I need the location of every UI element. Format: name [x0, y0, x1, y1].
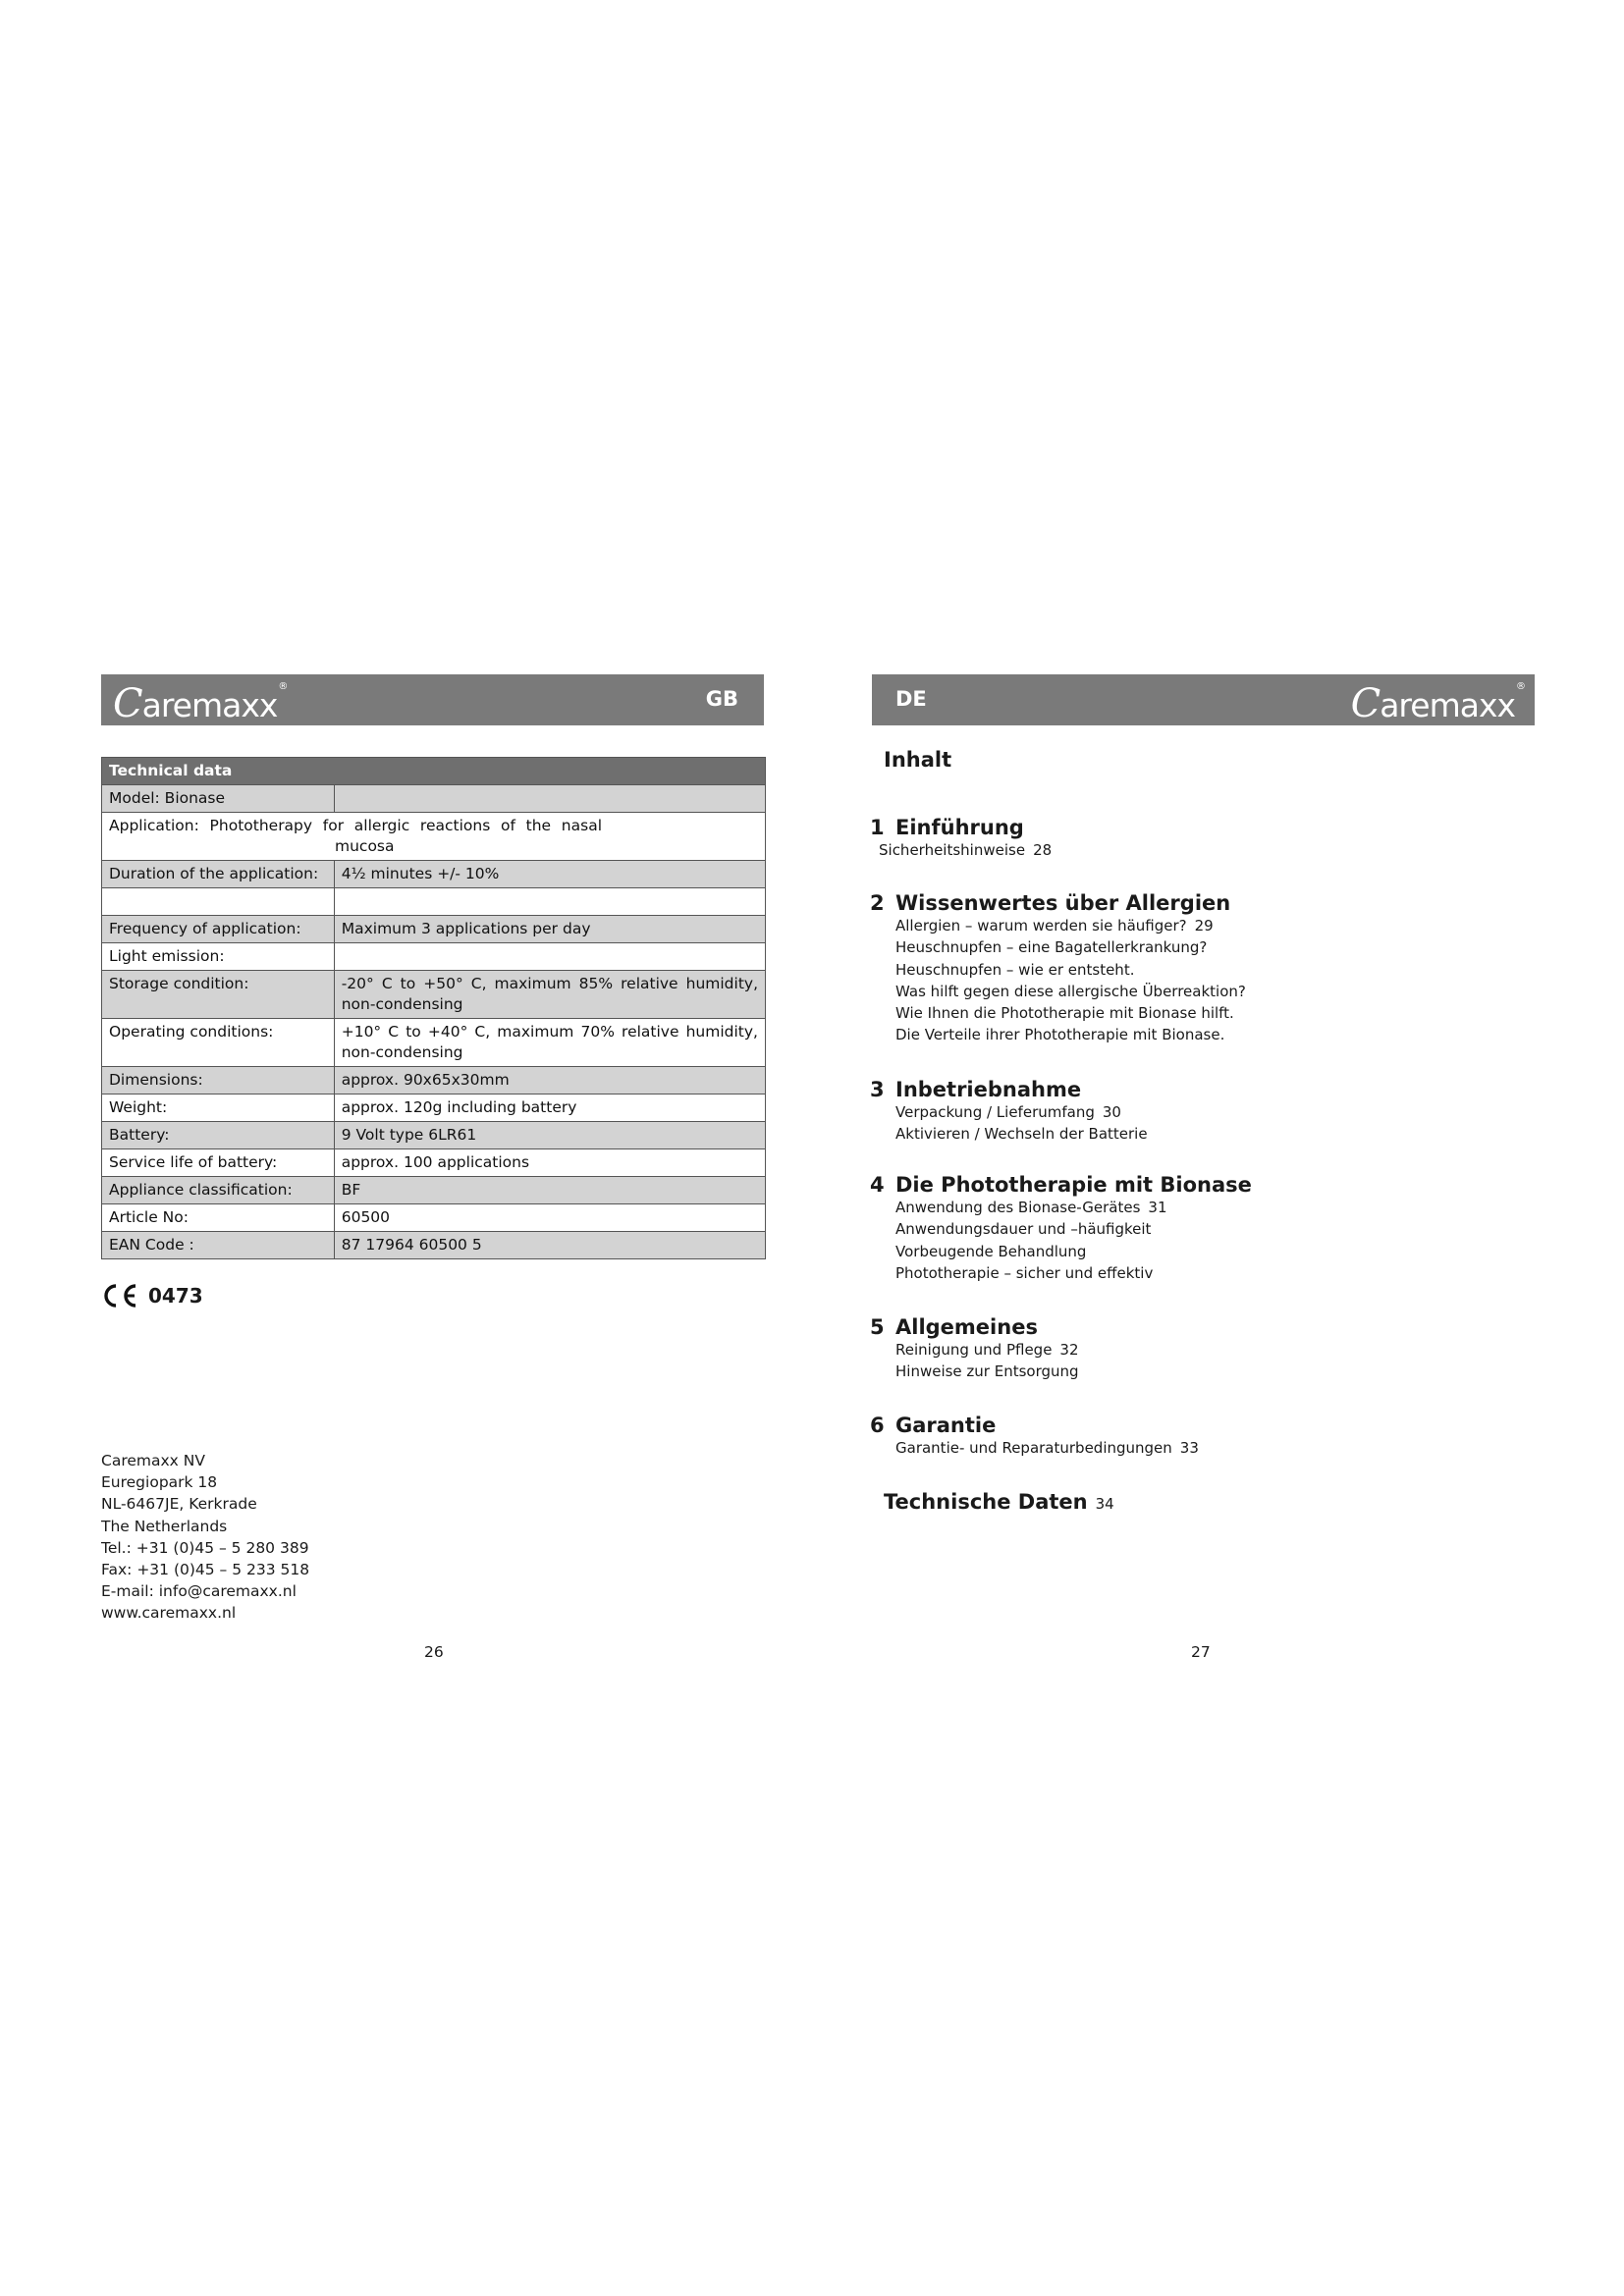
toc-items: [895, 915, 1246, 1046]
toc-item: Vorbeugende Behandlung: [895, 1242, 1087, 1260]
language-code: GB: [705, 687, 738, 711]
toc-item: Allergien – warum werden sie häufiger? 29: [895, 917, 1214, 934]
table-row: [102, 888, 766, 916]
table-row: Light emission:: [102, 943, 766, 971]
toc-item: Reinigung und Pflege 32: [895, 1341, 1079, 1359]
toc-heading: 6 Garantie: [870, 1414, 997, 1437]
technical-data-table: [101, 757, 766, 1259]
table-row: Storage condition: -20° C to +50° C, maximum 85% relative humidity, non-condensing: [102, 971, 766, 1019]
table-row: Application: Phototherapy for allergic reactions of the nasal mucosa: [102, 813, 766, 861]
table-row: Weight: approx. 120g including battery: [102, 1095, 766, 1122]
table-row: Model: Bionase: [102, 785, 766, 813]
caremaxx-logo: Caremaxx®: [1350, 681, 1525, 726]
toc-item: Heuschnupfen – wie er entsteht.: [895, 960, 1135, 979]
table-row: Service life of battery: approx. 100 applications: [102, 1149, 766, 1177]
ce-logo-icon: [99, 1283, 138, 1308]
company-address: Caremaxx NV Euregiopark 18 NL-6467JE, Kerkrade The Netherlands Tel.: +31 (0)45 – 5 280 389 Fax: +31 (0)45 – 5 233 518 E-mail: info@caremaxx.nl www.caremaxx.nl: [101, 1452, 310, 1623]
ce-number: 0473: [148, 1284, 203, 1308]
toc-section-3: [870, 1078, 1148, 1146]
toc-technical-data: Technische Daten 34: [884, 1490, 1114, 1514]
right-page: [812, 0, 1624, 2296]
toc-item: Anwendungsdauer und –häufigkeit: [895, 1220, 1152, 1239]
toc-item: Phototherapie – sicher und effektiv: [895, 1263, 1154, 1282]
table-row: Dimensions: approx. 90x65x30mm: [102, 1067, 766, 1095]
toc-item: Sicherheitshinweise 28: [879, 841, 1053, 859]
toc-section-5: [870, 1315, 1079, 1383]
toc-item: Verpackung / Lieferumfang 30: [895, 1103, 1121, 1121]
toc-heading: 5 Allgemeines: [870, 1315, 1038, 1339]
toc-items: [895, 1197, 1252, 1284]
table-row: Article No: 60500: [102, 1204, 766, 1232]
toc-heading: 1 Einführung: [870, 816, 1024, 839]
toc-item: Wie Ihnen die Phototherapie mit Bionase hilft.: [895, 1004, 1234, 1023]
table-row: EAN Code : 87 17964 60500 5: [102, 1232, 766, 1259]
toc-section-2: [870, 891, 1246, 1046]
toc-item: Was hilft gegen diese allergische Überreaktion?: [895, 982, 1246, 1000]
toc-title: Inhalt: [884, 748, 952, 772]
toc-section-1: [870, 816, 1052, 861]
ce-mark: [99, 1283, 203, 1308]
toc-items: [895, 1437, 1199, 1459]
toc-section-4: [870, 1173, 1252, 1284]
toc-item: Aktivieren / Wechseln der Batterie: [895, 1125, 1148, 1144]
toc-items: [895, 1101, 1148, 1146]
toc-items: [879, 839, 1052, 861]
header-bar: [101, 674, 764, 725]
table-row: Appliance classification: BF: [102, 1177, 766, 1204]
toc-heading: 4 Die Phototherapie mit Bionase: [870, 1173, 1252, 1197]
toc-section-6: [870, 1414, 1199, 1459]
caremaxx-logo: Caremaxx®: [113, 681, 288, 726]
header-bar: [872, 674, 1535, 725]
toc-item: Hinweise zur Entsorgung: [895, 1362, 1079, 1381]
toc-item: Anwendung des Bionase-Gerätes 31: [895, 1199, 1167, 1216]
toc-item: Garantie- und Reparaturbedingungen 33: [895, 1439, 1199, 1457]
table-row: Duration of the application: 4½ minutes +/- 10%: [102, 861, 766, 888]
table-row: Frequency of application: Maximum 3 applications per day: [102, 916, 766, 943]
table-header: Technical data: [102, 758, 766, 785]
toc-heading: 2 Wissenwertes über Allergien: [870, 891, 1231, 915]
language-code: DE: [895, 687, 927, 711]
toc-item: Die Verteile ihrer Phototherapie mit Bionase.: [895, 1026, 1225, 1044]
toc-item: Heuschnupfen – eine Bagatellerkrankung?: [895, 938, 1208, 957]
table-row: Operating conditions: +10° C to +40° C, maximum 70% relative humidity, non-condensing: [102, 1019, 766, 1067]
toc-heading: 3 Inbetriebnahme: [870, 1078, 1082, 1101]
table-row: Battery: 9 Volt type 6LR61: [102, 1122, 766, 1149]
toc-items: [895, 1339, 1079, 1383]
page-number: 26: [424, 1643, 444, 1661]
page-number: 27: [1191, 1643, 1211, 1661]
